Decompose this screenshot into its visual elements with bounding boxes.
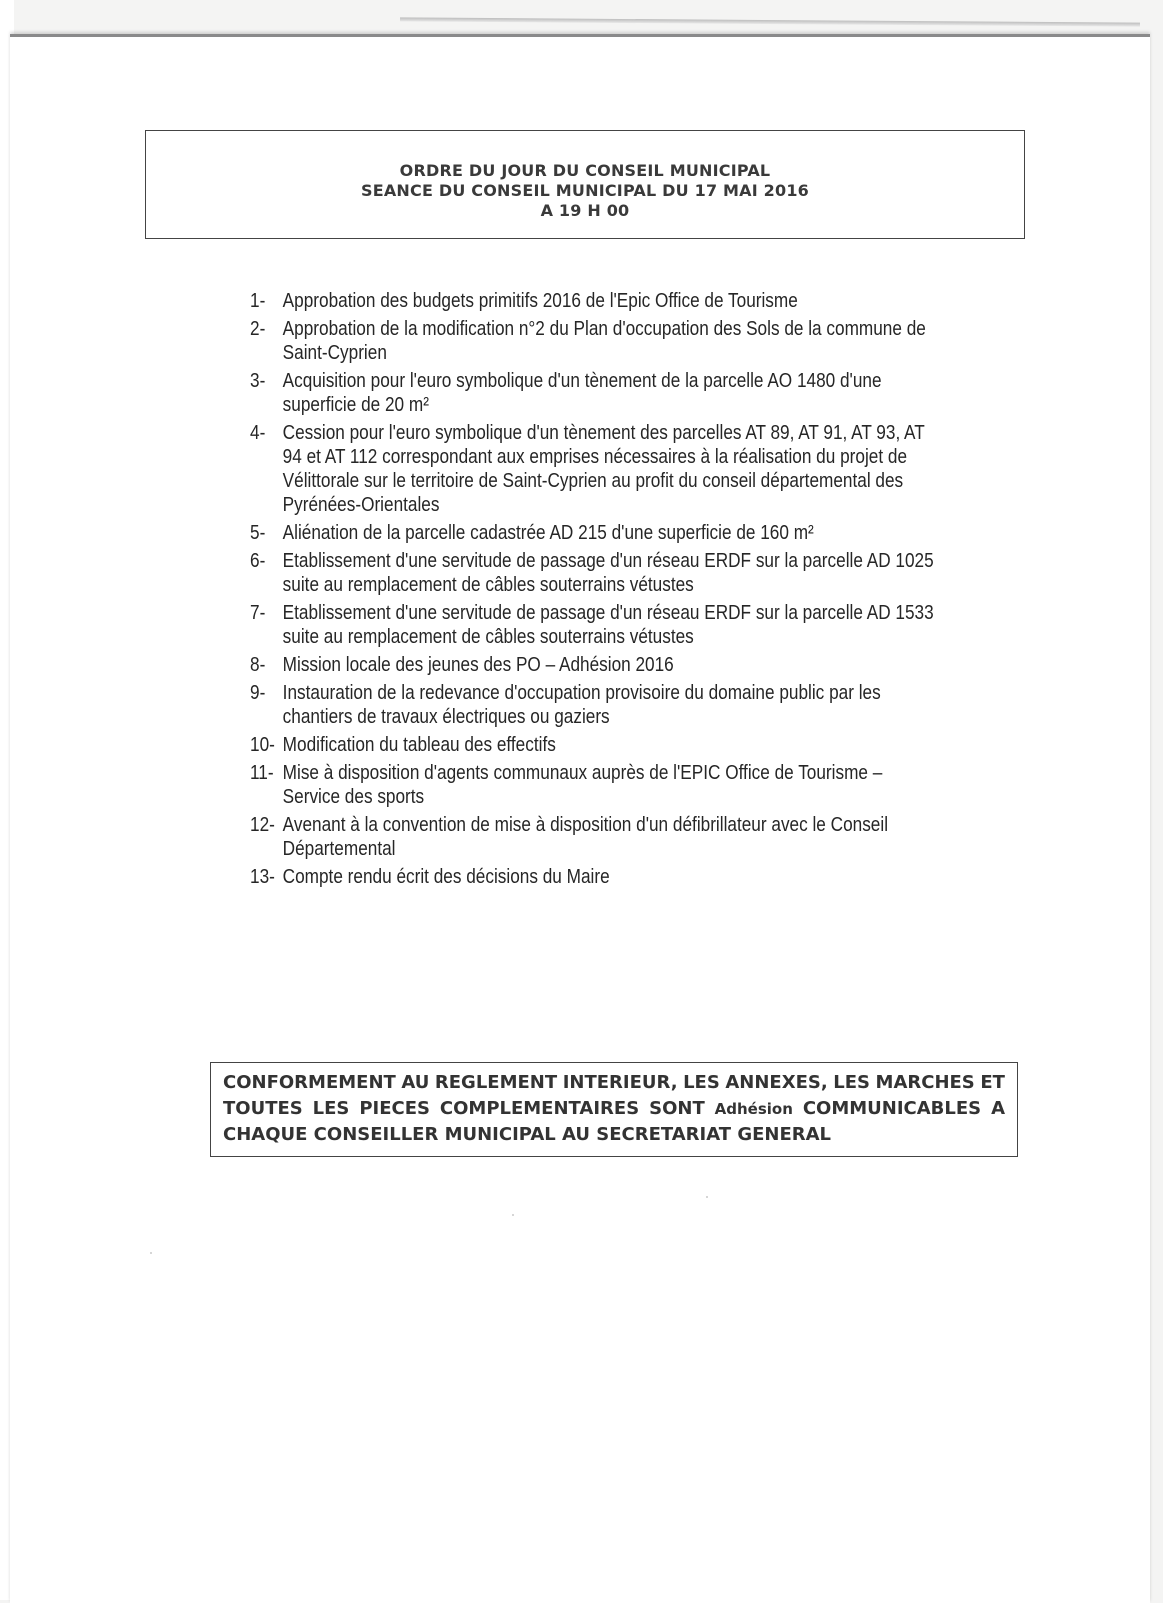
notice-word: CONFORMEMENT: [223, 1072, 396, 1093]
agenda-item: [250, 601, 934, 649]
agenda-item: [250, 681, 904, 729]
agenda-item-line: Etablissement d'une servitude de passage d'un réseau ERDF sur la parcelle AD 1533: [282, 602, 934, 624]
notice-word: PIECES: [359, 1098, 430, 1119]
notice-word: ANNEXES,: [725, 1072, 828, 1093]
agenda-item-text: [283, 681, 904, 729]
agenda-item-line: Cession pour l'euro symbolique d'un tènement des parcelles AT 89, AT 91, AT 93, AT: [282, 422, 925, 444]
scan-speck: [512, 1214, 514, 1216]
agenda-item: [250, 521, 904, 545]
agenda-item-line: chantiers de travaux électriques ou gaziers: [282, 706, 610, 728]
notice-word: AU: [401, 1072, 430, 1093]
notice-word: TOUTES: [223, 1098, 303, 1119]
agenda-item: [250, 865, 904, 889]
agenda-item-line: 94 et AT 112 correspondant aux emprises nécessaires à la réalisation du projet de: [282, 446, 908, 468]
agenda-item-line: Approbation des budgets primitifs 2016 de l'Epic Office de Tourisme: [282, 290, 798, 312]
header-time: A 19 H 00: [540, 201, 630, 220]
agenda-item-number: 6-: [250, 550, 266, 572]
agenda-item-number: 9-: [250, 682, 266, 704]
agenda-item: [250, 289, 904, 313]
notice-word: A: [991, 1098, 1005, 1119]
agenda-item-number: 8-: [250, 654, 266, 676]
notice-word: COMMUNICABLES: [802, 1098, 982, 1119]
agenda-item-line: Pyrénées-Orientales: [282, 494, 440, 516]
agenda-item: [250, 761, 904, 809]
agenda-header-box: [145, 130, 1025, 239]
agenda-item-line: Instauration de la redevance d'occupation provisoire du domaine public par les: [282, 682, 881, 704]
notice-word: LES: [683, 1072, 720, 1093]
notice-word: SONT: [649, 1098, 705, 1119]
agenda-item-text: [283, 733, 904, 757]
agenda-item-line: Vélittorale sur le territoire de Saint-Cyprien au profit du conseil départemental des: [282, 470, 904, 492]
agenda-item-text: [283, 761, 904, 809]
agenda-item-line: Approbation de la modification n°2 du Plan d'occupation des Sols de la commune de: [282, 318, 926, 340]
agenda-item-text: [283, 421, 925, 517]
notice-line-3: [223, 1122, 1005, 1148]
header-session: SEANCE DU CONSEIL MUNICIPAL DU 17 MAI 2016: [360, 181, 810, 200]
agenda-item-line: Modification du tableau des effectifs: [282, 734, 556, 756]
agenda-item-text: [283, 549, 934, 597]
notice-word: Adhésion: [714, 1100, 793, 1118]
agenda-item-line: Mise à disposition d'agents communaux auprès de l'EPIC Office de Tourisme –: [282, 762, 883, 784]
notice-word: LES: [833, 1072, 870, 1093]
header-title: ORDRE DU JOUR DU CONSEIL MUNICIPAL: [399, 161, 771, 180]
agenda-item-line: Avenant à la convention de mise à disposition d'un défibrillateur avec le Conseil: [282, 814, 889, 836]
agenda-item-text: [283, 289, 904, 313]
agenda-item-text: [283, 601, 934, 649]
agenda-item-line: Acquisition pour l'euro symbolique d'un tènement de la parcelle AO 1480 d'une: [282, 370, 882, 392]
agenda-item-text: [283, 865, 904, 889]
agenda-item-number: 1-: [250, 290, 266, 312]
agenda-item-line: Service des sports: [282, 786, 425, 808]
notice-line-1: [223, 1070, 1005, 1096]
notice-word: INTERIEUR,: [562, 1072, 678, 1093]
scan-speck: [150, 1252, 152, 1254]
agenda-item-line: suite au remplacement de câbles souterrains vétustes: [282, 626, 694, 648]
agenda-item-line: suite au remplacement de câbles souterrains vétustes: [282, 574, 694, 596]
agenda-item-number: 11-: [250, 762, 274, 784]
agenda-item-number: 7-: [250, 602, 266, 624]
agenda-item-line: Compte rendu écrit des décisions du Maire: [282, 866, 610, 888]
agenda-item: [250, 549, 934, 597]
agenda-item-number: 13-: [250, 866, 275, 888]
notice-word: MARCHES: [875, 1072, 975, 1093]
agenda-item-line: Mission locale des jeunes des PO – Adhésion 2016: [282, 654, 674, 676]
agenda-item-text: [283, 369, 904, 417]
agenda-item: [250, 813, 904, 861]
agenda-item-text: [283, 521, 904, 545]
scan-speck: [706, 1196, 708, 1198]
agenda-item-text: [283, 653, 904, 677]
notice-box: [210, 1062, 1018, 1157]
agenda-list: [250, 289, 934, 893]
agenda-item: [250, 653, 904, 677]
agenda-item-number: 3-: [250, 370, 266, 392]
notice-word: REGLEMENT: [434, 1072, 558, 1093]
notice-word: LES: [312, 1098, 350, 1119]
agenda-item-line: superficie de 20 m²: [282, 394, 429, 416]
agenda-item-line: Aliénation de la parcelle cadastrée AD 215 d'une superficie de 160 m²: [282, 522, 814, 544]
notice-line-2: [223, 1096, 1005, 1122]
agenda-item-number: 4-: [250, 422, 266, 444]
agenda-item-number: 12-: [250, 814, 275, 836]
agenda-item: [250, 317, 926, 365]
agenda-item-number: 5-: [250, 522, 266, 544]
agenda-item-text: [283, 317, 926, 365]
agenda-item-number: 10-: [250, 734, 275, 756]
agenda-item-line: Départemental: [282, 838, 396, 860]
agenda-item: [250, 369, 904, 417]
agenda-item-line: Etablissement d'une servitude de passage d'un réseau ERDF sur la parcelle AD 1025: [282, 550, 934, 572]
agenda-item: [250, 421, 925, 517]
notice-word: COMPLEMENTAIRES: [439, 1098, 640, 1119]
notice-text-line3: CHAQUE CONSEILLER MUNICIPAL AU SECRETARIAT GENERAL: [223, 1124, 832, 1145]
agenda-item-text: [283, 813, 904, 861]
paper-fold-shadow: [400, 17, 1140, 26]
agenda-item-number: 2-: [250, 318, 266, 340]
agenda-item-line: Saint-Cyprien: [282, 342, 387, 364]
agenda-item: [250, 733, 904, 757]
notice-word: ET: [980, 1072, 1005, 1093]
